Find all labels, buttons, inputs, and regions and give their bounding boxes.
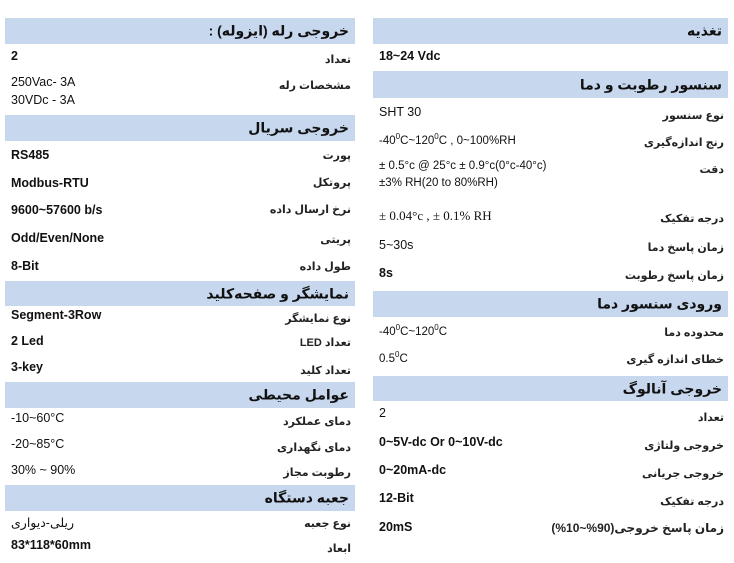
hum-response-value: 8s: [379, 266, 393, 280]
relay-output-header: [5, 18, 355, 44]
hum-response-label: زمان پاسخ رطوبت: [624, 270, 724, 282]
protocol-row: [5, 170, 355, 197]
storage-temp-row: [5, 434, 355, 460]
relay-spec-label: مشخصات رله: [278, 80, 351, 92]
enclosure-header: [5, 485, 355, 511]
operating-temp-value: -10~60°C: [11, 411, 65, 425]
key-count-row: [5, 357, 355, 381]
data-length-value: 8-Bit: [11, 259, 39, 273]
temp-input-title: ورودی سنسور دما: [597, 295, 722, 312]
storage-temp-label: دمای نگهداری: [276, 442, 351, 454]
port-value: RS485: [11, 148, 50, 162]
analog-count-row: [373, 402, 728, 429]
display-keypad-header: [5, 281, 355, 306]
humidity-value: 30% ~ 90%: [11, 463, 76, 477]
protocol-value: Modbus-RTU: [11, 176, 89, 190]
voltage-output-row: [373, 430, 728, 458]
relay-spec-line2: 30VDc - 3A: [11, 93, 75, 107]
humidity-row: [5, 460, 355, 484]
data-length-row: [5, 254, 355, 280]
environment-header: [5, 382, 355, 408]
power-row: [373, 46, 728, 68]
power-header: [373, 18, 728, 44]
key-count-value: 3-key: [11, 360, 43, 374]
baud-rate-value: 9600~57600 b/s: [11, 203, 103, 217]
sensor-type-row: [373, 100, 728, 124]
environment-title: عوامل محیطی: [248, 386, 349, 403]
relay-count-value: 2: [11, 49, 18, 63]
dimensions-row: [5, 536, 355, 560]
serial-output-title: خروجی سریال: [248, 119, 349, 136]
led-count-row: [5, 331, 355, 357]
display-type-label: نوع نمایشگر: [285, 313, 351, 325]
current-output-row: [373, 459, 728, 487]
port-label: پورت: [322, 150, 351, 162]
temp-response-label: زمان پاسخ دما: [647, 242, 724, 254]
baud-rate-row: [5, 198, 355, 225]
analog-resolution-row: [373, 488, 728, 516]
analog-count-value: 2: [379, 406, 386, 420]
serial-output-header: [5, 115, 355, 141]
data-length-label: طول داده: [299, 261, 351, 273]
temp-input-header: [373, 291, 728, 317]
display-type-row: [5, 306, 355, 331]
enclosure-title: جعبه دستگاه: [264, 489, 349, 506]
voltage-output-label: خروجی ولتاژی: [644, 440, 724, 452]
sensor-type-label: نوع سنسور: [662, 110, 724, 122]
led-count-label: تعداد LED: [299, 337, 351, 349]
output-response-value: 20mS: [379, 520, 413, 534]
accuracy-row: [373, 152, 728, 198]
operating-temp-label: دمای عملکرد: [283, 416, 351, 428]
temp-range-value: $-40^0C\sim 120^0C$: [379, 323, 448, 338]
parity-label: پریتی: [320, 234, 351, 246]
enclosure-type-value: ریلی-دیواری: [11, 516, 75, 530]
hum-temp-sensor-title: سنسور رطوبت و دما: [579, 76, 722, 92]
relay-spec-line1: 250Vac- 3A: [11, 75, 76, 89]
protocol-label: پروتکل: [312, 177, 351, 189]
enclosure-type-label: نوع جعبه: [304, 518, 351, 530]
measure-range-row: [373, 125, 728, 151]
temp-response-row: [373, 233, 728, 260]
baud-rate-label: نرخ ارسال داده: [269, 204, 351, 216]
power-value: 18~24 Vdc: [379, 49, 441, 63]
analog-output-title: خروجی آنالوگ: [622, 380, 722, 396]
dimensions-label: ابعاد: [327, 543, 351, 555]
temp-response-value: 5~30s: [379, 238, 414, 252]
port-row: [5, 143, 355, 169]
temp-error-value: $0.5^0C$: [379, 350, 408, 365]
analog-count-label: تعداد: [697, 412, 724, 424]
voltage-output-value: 0~5V-dc Or 0~10V-dc: [379, 435, 503, 449]
key-count-label: تعداد کلید: [300, 365, 351, 377]
storage-temp-value: -20~85°C: [11, 437, 65, 451]
analog-resolution-value: 12-Bit: [379, 491, 414, 505]
accuracy-line2: ±3% RH(20 to 80%RH): [379, 177, 498, 189]
display-keypad-title: نمایشگر و صفحه‌کلید: [206, 285, 349, 301]
sensor-type-value: SHT 30: [379, 105, 422, 119]
measure-range-label: رنج اندازه‌گیری: [643, 137, 724, 149]
relay-count-row: [5, 46, 355, 70]
relay-output-title: خروجی رله (ایزوله) :: [208, 22, 349, 39]
analog-resolution-label: درجه تفکیک: [660, 496, 724, 508]
power-header-title: تغذیه: [687, 22, 722, 39]
accuracy-label: دقت: [699, 164, 724, 176]
temp-range-label: محدوده دما: [664, 327, 724, 339]
operating-temp-row: [5, 409, 355, 434]
resolution-row: [373, 200, 728, 232]
parity-row: [5, 226, 355, 253]
dimensions-value: 83*118*60mm: [11, 538, 91, 552]
temp-range-row: [373, 318, 728, 344]
temp-error-row: [373, 345, 728, 373]
led-count-value: 2 Led: [11, 334, 44, 348]
hum-response-row: [373, 261, 728, 288]
relay-spec-row: [5, 71, 355, 113]
output-response-row: [373, 517, 728, 545]
humidity-label: رطوبت مجاز: [283, 467, 351, 479]
display-type-value: Segment-3Row: [11, 308, 102, 322]
parity-value: Odd/Even/None: [11, 231, 105, 245]
accuracy-line1: ± 0.5°c @ 25°c ± 0.9°c(0°c-40°c): [379, 160, 547, 172]
enclosure-type-row: [5, 512, 355, 536]
hum-temp-sensor-header: [373, 71, 728, 98]
resolution-value: ± 0.04°c , ± 0.1% RH: [379, 208, 492, 223]
resolution-label: درجه تفکیک: [660, 213, 724, 225]
analog-output-header: [373, 376, 728, 401]
relay-count-label: تعداد: [324, 54, 351, 66]
current-output-label: خروجی جریانی: [641, 468, 724, 480]
output-response-label: زمان پاسخ خروجی(90%~10%): [551, 521, 724, 535]
current-output-value: 0~20mA-dc: [379, 463, 447, 477]
temp-error-label: خطای اندازه گیری: [626, 354, 724, 366]
measure-range-value: $-40^0C\sim 120^0C$ , 0~100%RH: [379, 132, 516, 147]
